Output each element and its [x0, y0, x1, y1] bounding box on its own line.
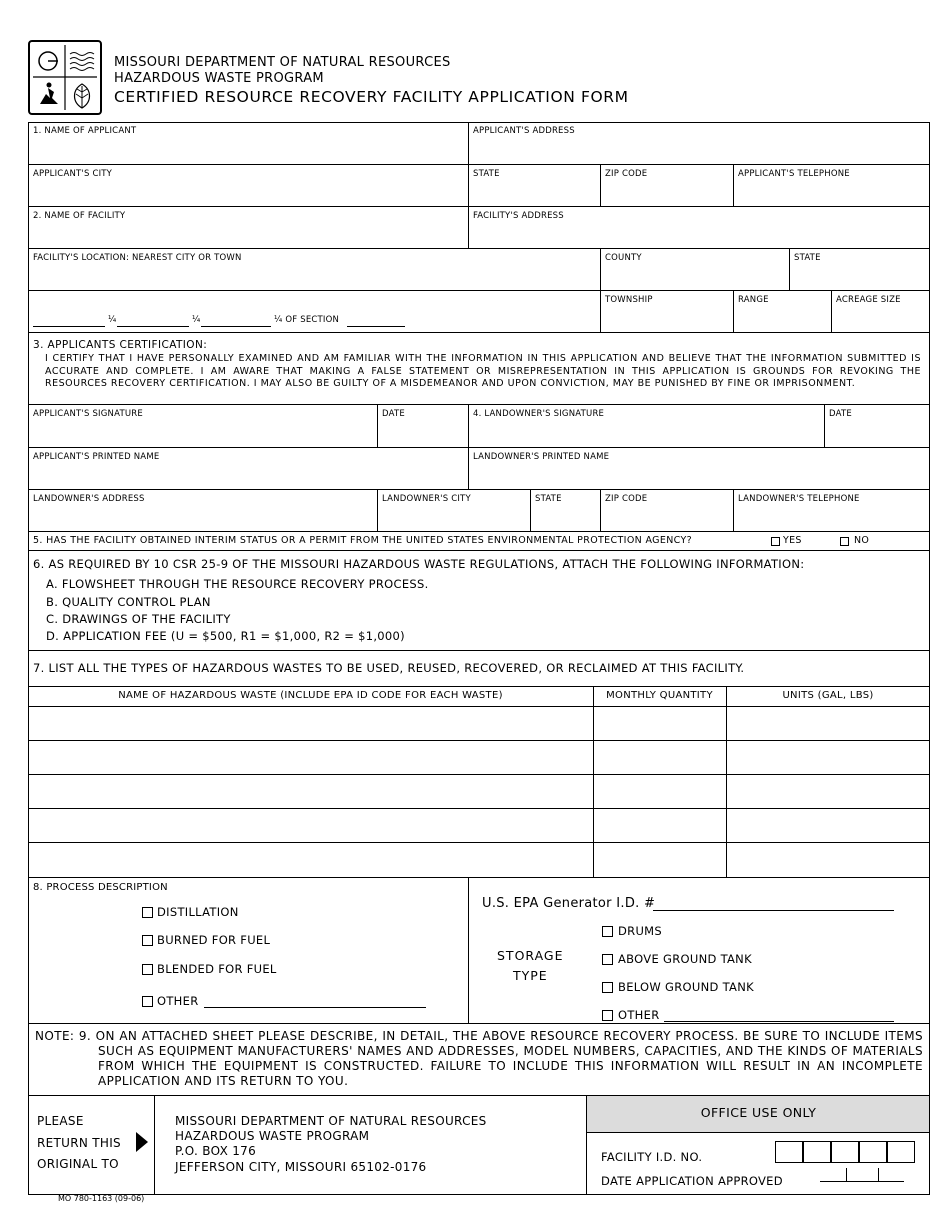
section-number-field[interactable] [347, 326, 405, 327]
return-line-2: RETURN THIS [37, 1136, 121, 1150]
office-use-title: OFFICE USE ONLY [700, 1105, 817, 1120]
label-landowners-printed-name: LANDOWNER'S PRINTED NAME [473, 452, 610, 462]
above-ground-tank-label: ABOVE GROUND TANK [618, 952, 752, 966]
return-line-3: ORIGINAL TO [37, 1157, 119, 1171]
attachment-item: A. FLOWSHEET THROUGH THE RESOURCE RECOVERY PROCESS. [46, 577, 429, 591]
rule [789, 248, 790, 290]
label-name-of-facility: 2. NAME OF FACILITY [33, 211, 126, 221]
yes-checkbox[interactable] [771, 537, 780, 546]
waste-list-title: 7. LIST ALL THE TYPES OF HAZARDOUS WASTES TO BE USED, REUSED, RECOVERED, OR RECLAIMED AT THIS FACILITY. [33, 661, 745, 675]
rule [824, 404, 825, 447]
label-facilitys-address: FACILITY'S ADDRESS [473, 211, 564, 221]
rule [733, 164, 734, 206]
facility-id-box[interactable] [775, 1141, 803, 1163]
rule [28, 531, 930, 532]
rule [28, 489, 930, 490]
no-label: NO [854, 535, 870, 546]
rule [733, 489, 734, 531]
label-acreage-size: ACREAGE SIZE [836, 295, 901, 305]
blended-for-fuel-label: BLENDED FOR FUEL [157, 962, 277, 976]
facility-id-box[interactable] [831, 1141, 859, 1163]
other-process-checkbox[interactable] [142, 996, 153, 1007]
quarter-field-3[interactable] [201, 326, 271, 327]
date-approved-label: DATE APPLICATION APPROVED [601, 1174, 783, 1188]
drums-checkbox[interactable] [602, 926, 613, 937]
label-landowners-signature: 4. LANDOWNER'S SIGNATURE [473, 409, 605, 419]
attachment-item: B. QUALITY CONTROL PLAN [46, 595, 211, 609]
rule [28, 248, 930, 249]
rule [28, 550, 930, 551]
below-ground-tank-checkbox[interactable] [602, 982, 613, 993]
form-title: CERTIFIED RESOURCE RECOVERY FACILITY APPLICATION FORM [114, 88, 629, 106]
rule [154, 1095, 155, 1195]
drums-label: DRUMS [618, 924, 662, 938]
rule [28, 774, 930, 775]
note-text: NOTE: 9. ON AN ATTACHED SHEET PLEASE DESCRIBE, IN DETAIL, THE ABOVE RESOURCE RECOVERY PROCESS. BE SURE TO INCLUDE ITEMS SUCH AS EQUIPMENT MANUFACTURERS' NAMES AND ADDRESSES, MODEL NUMBERS, CAPACITIES, AND THE KINDS OF MATERIALS FROM WHICH THE EQUIPMENT IS CONSTRUCTED. FAILURE TO INCLUDE THIS INFORMATION WILL RESULT IN AN INCOMPLETE APPLICATION AND ITS RETURN TO YOU. [35, 1029, 923, 1088]
label-landowner-state: STATE [535, 494, 562, 504]
burned-for-fuel-label: BURNED FOR FUEL [157, 933, 271, 947]
col-header-monthly-quantity: MONTHLY QUANTITY [606, 690, 713, 701]
return-address-line-1: MISSOURI DEPARTMENT OF NATURAL RESOURCES [175, 1114, 487, 1128]
dnr-logo [28, 40, 102, 115]
label-quarter-2: ¼ [192, 315, 201, 325]
return-address-line-2: HAZARDOUS WASTE PROGRAM [175, 1129, 370, 1143]
rule [377, 489, 378, 531]
rule [530, 489, 531, 531]
label-facility-state: STATE [794, 253, 821, 263]
rule [28, 706, 930, 707]
epa-generator-field[interactable] [653, 910, 894, 911]
label-township: TOWNSHIP [605, 295, 653, 305]
storage-label-line1: STORAGE [497, 948, 564, 963]
facility-id-box[interactable] [887, 1141, 915, 1163]
rule [468, 122, 469, 248]
facility-id-box[interactable] [803, 1141, 831, 1163]
rule [593, 686, 594, 877]
question-interim-status: 5. HAS THE FACILITY OBTAINED INTERIM STATUS OR A PERMIT FROM THE UNITED STATES ENVIRONMENTAL PROTECTION AGENCY? [33, 535, 693, 546]
quarter-field-1[interactable] [33, 326, 105, 327]
label-county: COUNTY [605, 253, 642, 263]
label-landowners-address: LANDOWNER'S ADDRESS [33, 494, 145, 504]
dnr-logo-graphic [30, 42, 100, 113]
other-process-field[interactable] [204, 1007, 426, 1008]
label-of-section: ¼ OF SECTION [274, 315, 340, 325]
rule [28, 686, 930, 687]
return-address-line-3: P.O. BOX 176 [175, 1144, 257, 1158]
label-range: RANGE [738, 295, 769, 305]
rule [28, 650, 930, 651]
rule [28, 164, 930, 165]
header-program: HAZARDOUS WASTE PROGRAM [114, 71, 324, 86]
rule [600, 248, 601, 332]
rule [28, 404, 930, 405]
rule [28, 290, 930, 291]
rule [28, 842, 930, 843]
rule [726, 686, 727, 877]
rule [587, 1132, 930, 1133]
facility-id-label: FACILITY I.D. NO. [601, 1150, 703, 1164]
label-applicants-city: APPLICANT'S CITY [33, 169, 113, 179]
certification-text: I CERTIFY THAT I HAVE PERSONALLY EXAMINED AND AM FAMILIAR WITH THE INFORMATION IN THIS APPLICATION AND BELIEVE THAT THE INFORMATION SUBMITTED IS ACCURATE AND COMPLETE. I AM AWARE THAT MAKING A FALSE STATEMENT OR MISREPRESENTATION IN THIS APPLICATION IS GROUNDS FOR REVOKING THE RESOURCES RECOVERY CERTIFICATION. I MAY ALSO BE GUILTY OF A MISDEMEANOR AND UPON CONVICTION, MAY BE PUNISHED BY FINE OR IMPRISONMENT. [45, 353, 921, 389]
rule [28, 332, 930, 333]
label-applicants-signature: APPLICANT'S SIGNATURE [33, 409, 143, 419]
quarter-field-2[interactable] [117, 326, 189, 327]
other-storage-label: OTHER [618, 1008, 660, 1022]
distillation-checkbox[interactable] [142, 907, 153, 918]
label-applicant-zip: ZIP CODE [605, 169, 648, 179]
rule [28, 206, 930, 207]
facility-id-box[interactable] [859, 1141, 887, 1163]
return-line-1: PLEASE [37, 1114, 84, 1128]
return-address-line-4: JEFFERSON CITY, MISSOURI 65102-0176 [175, 1160, 427, 1174]
rule [28, 808, 930, 809]
label-landowner-zip: ZIP CODE [605, 494, 648, 504]
other-storage-checkbox[interactable] [602, 1010, 613, 1021]
note-section [35, 1029, 923, 1089]
label-landowners-city: LANDOWNER'S CITY [382, 494, 471, 504]
certification-title: 3. APPLICANTS CERTIFICATION: [33, 339, 208, 351]
label-facility-location: FACILITY'S LOCATION: NEAREST CITY OR TOWN [33, 253, 242, 263]
blended-for-fuel-checkbox[interactable] [142, 964, 153, 975]
above-ground-tank-checkbox[interactable] [602, 954, 613, 965]
label-applicants-printed-name: APPLICANT'S PRINTED NAME [33, 452, 160, 462]
rule [600, 489, 601, 531]
process-description-title: 8. PROCESS DESCRIPTION [33, 882, 168, 893]
arrow-right-icon [136, 1132, 148, 1152]
rule [28, 740, 930, 741]
rule [468, 877, 469, 1023]
rule [28, 1023, 930, 1024]
col-header-units: UNITS (GAL, LBS) [782, 690, 874, 701]
date-approved-field[interactable] [820, 1181, 904, 1182]
rule [28, 447, 930, 448]
other-process-label: OTHER [157, 994, 199, 1008]
col-header-waste-name: NAME OF HAZARDOUS WASTE (INCLUDE EPA ID CODE FOR EACH WASTE) [118, 690, 503, 701]
storage-label-line2: TYPE [513, 968, 548, 983]
label-applicants-telephone: APPLICANT'S TELEPHONE [738, 169, 850, 179]
rule [28, 877, 930, 878]
yes-label: YES [783, 535, 802, 546]
rule [831, 290, 832, 332]
label-quarter-1: ¼ [108, 315, 117, 325]
epa-generator-label: U.S. EPA Generator I.D. # [482, 896, 656, 911]
rule [377, 404, 378, 447]
burned-for-fuel-checkbox[interactable] [142, 935, 153, 946]
label-name-of-applicant: 1. NAME OF APPLICANT [33, 126, 137, 136]
label-applicants-address: APPLICANT'S ADDRESS [473, 126, 575, 136]
date-separator [878, 1168, 879, 1181]
rule [468, 404, 469, 489]
attachments-title: 6. AS REQUIRED BY 10 CSR 25-9 OF THE MISSOURI HAZARDOUS WASTE REGULATIONS, ATTACH THE FOLLOWING INFORMATION: [33, 557, 805, 571]
label-applicant-date: DATE [382, 409, 405, 419]
rule [600, 164, 601, 206]
no-checkbox[interactable] [840, 537, 849, 546]
label-landowner-date: DATE [829, 409, 852, 419]
form-number: MO 780-1163 (09-06) [58, 1194, 145, 1203]
attachment-item: C. DRAWINGS OF THE FACILITY [46, 612, 231, 626]
header-department: MISSOURI DEPARTMENT OF NATURAL RESOURCES [114, 55, 451, 70]
attachment-item: D. APPLICATION FEE (U = $500, R1 = $1,000, R2 = $1,000) [46, 629, 405, 643]
label-applicant-state: STATE [473, 169, 500, 179]
distillation-label: DISTILLATION [157, 905, 239, 919]
rule [733, 290, 734, 332]
label-landowners-telephone: LANDOWNER'S TELEPHONE [738, 494, 860, 504]
below-ground-tank-label: BELOW GROUND TANK [618, 980, 754, 994]
date-separator [846, 1168, 847, 1181]
other-storage-field[interactable] [664, 1021, 894, 1022]
